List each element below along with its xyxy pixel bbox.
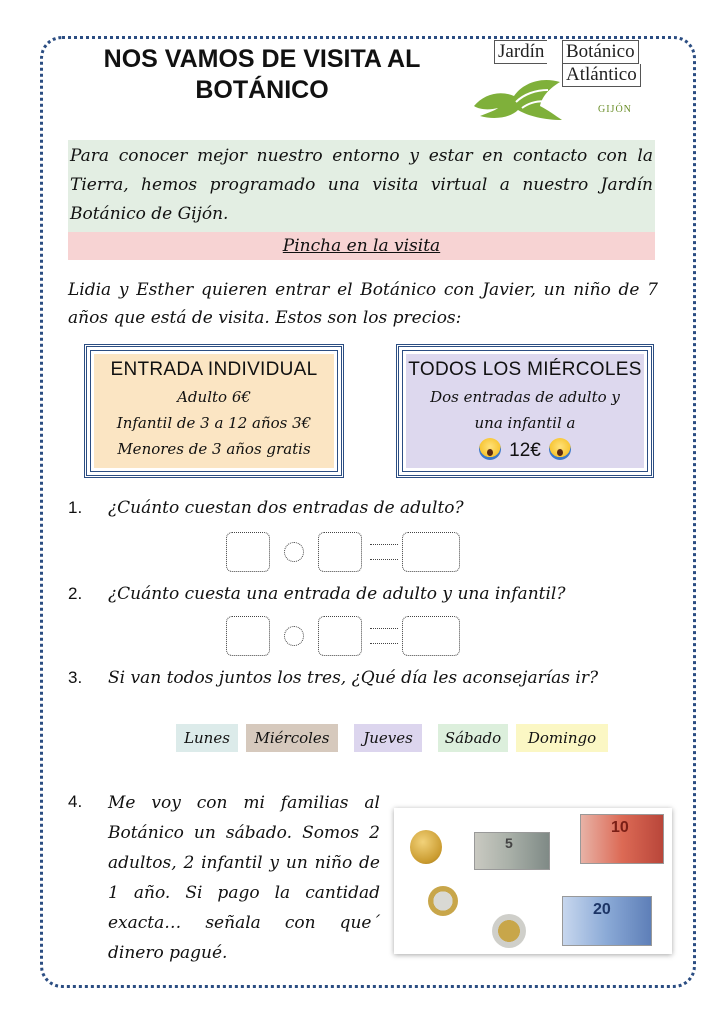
title-line-2: BOTÁNICO xyxy=(195,76,329,104)
price-box-wednesday xyxy=(396,344,654,478)
note-10-value: 10 xyxy=(611,819,629,836)
botanico-logo xyxy=(470,38,664,122)
leaf-icon xyxy=(470,66,570,122)
question-2-number: 2. xyxy=(68,584,83,603)
question-4-number: 4. xyxy=(68,792,83,811)
price-box-individual xyxy=(84,344,344,478)
answer-equation-2 xyxy=(226,616,462,656)
day-option-jueves[interactable]: Jueves xyxy=(354,724,422,752)
title-line-1: NOS VAMOS DE VISITA AL xyxy=(103,45,421,73)
logo-word-botanico: Botánico xyxy=(562,40,639,64)
price-line-under3: Menores de 3 años gratis xyxy=(117,440,311,458)
operator-circle[interactable] xyxy=(284,542,304,562)
visit-link[interactable]: Pincha en la visita xyxy=(282,236,441,256)
coin-50-cent[interactable] xyxy=(410,830,442,864)
equals-sign xyxy=(370,628,398,644)
banknote-10-euro[interactable] xyxy=(580,814,664,864)
price-line-adult: Adulto 6€ xyxy=(177,388,251,406)
day-option-domingo[interactable]: Domingo xyxy=(516,724,608,752)
answer-box[interactable] xyxy=(226,616,270,656)
answer-box[interactable] xyxy=(226,532,270,572)
answer-box[interactable] xyxy=(318,616,362,656)
answer-equation-1 xyxy=(226,532,462,572)
screaming-face-icon xyxy=(549,438,571,460)
wednesday-line-2: una infantil a xyxy=(474,414,576,432)
price-heading-individual: ENTRADA INDIVIDUAL xyxy=(110,359,318,380)
question-2-text: ¿Cuánto cuesta una entrada de adulto y una infantil? xyxy=(108,584,566,604)
note-20-value: 20 xyxy=(593,901,611,918)
wednesday-price: 12€ xyxy=(509,440,541,461)
day-option-lunes[interactable]: Lunes xyxy=(176,724,238,752)
wednesday-line-1: Dos entradas de adulto y xyxy=(430,388,620,406)
price-line-child: Infantil de 3 a 12 años 3€ xyxy=(116,414,312,432)
question-1-text: ¿Cuánto cuestan dos entradas de adulto? xyxy=(108,498,464,518)
visit-link-bar xyxy=(68,232,655,260)
logo-word-atlantico: Atlántico xyxy=(562,64,641,87)
logo-city: GIJÓN xyxy=(598,104,632,115)
operator-circle[interactable] xyxy=(284,626,304,646)
screaming-face-icon xyxy=(479,438,501,460)
money-panel xyxy=(394,808,672,954)
logo-word-jardin: Jardín xyxy=(494,40,547,64)
result-box[interactable] xyxy=(402,532,460,572)
note-5-value: 5 xyxy=(505,835,513,851)
banknote-5-euro[interactable] xyxy=(474,832,550,870)
price-heading-wednesday: TODOS LOS MIÉRCOLES xyxy=(408,359,642,380)
day-option-miercoles[interactable]: Miércoles xyxy=(246,724,338,752)
page-title xyxy=(72,44,452,106)
situation-text: Lidia y Esther quieren entrar el Botánico con Javier, un niño de 7 años que está de visita. Estos son los precios: xyxy=(68,280,658,328)
answer-box[interactable] xyxy=(318,532,362,572)
question-4-text: Me voy con mi familias al Botánico un sábado. Somos 2 adultos, 2 infantil y un niño de 1 año. Si pago la cantidad exacta… señala con que´ dinero pagué. xyxy=(108,793,380,963)
coin-2-euro[interactable] xyxy=(492,914,526,948)
wednesday-price-row xyxy=(406,436,644,466)
banknote-20-euro[interactable] xyxy=(562,896,652,946)
result-box[interactable] xyxy=(402,616,460,656)
question-3-number: 3. xyxy=(68,668,83,687)
intro-paragraph: Para conocer mejor nuestro entorno y estar en contacto con la Tierra, hemos programado una visita virtual a nuestro Jardín Botánico de Gijón. xyxy=(68,140,655,232)
question-3-text: Si van todos juntos los tres, ¿Qué día les aconsejarías ir? xyxy=(108,668,599,688)
question-1-number: 1. xyxy=(68,498,83,517)
day-option-sabado[interactable]: Sábado xyxy=(438,724,508,752)
coin-1-euro[interactable] xyxy=(428,886,458,916)
equals-sign xyxy=(370,544,398,560)
